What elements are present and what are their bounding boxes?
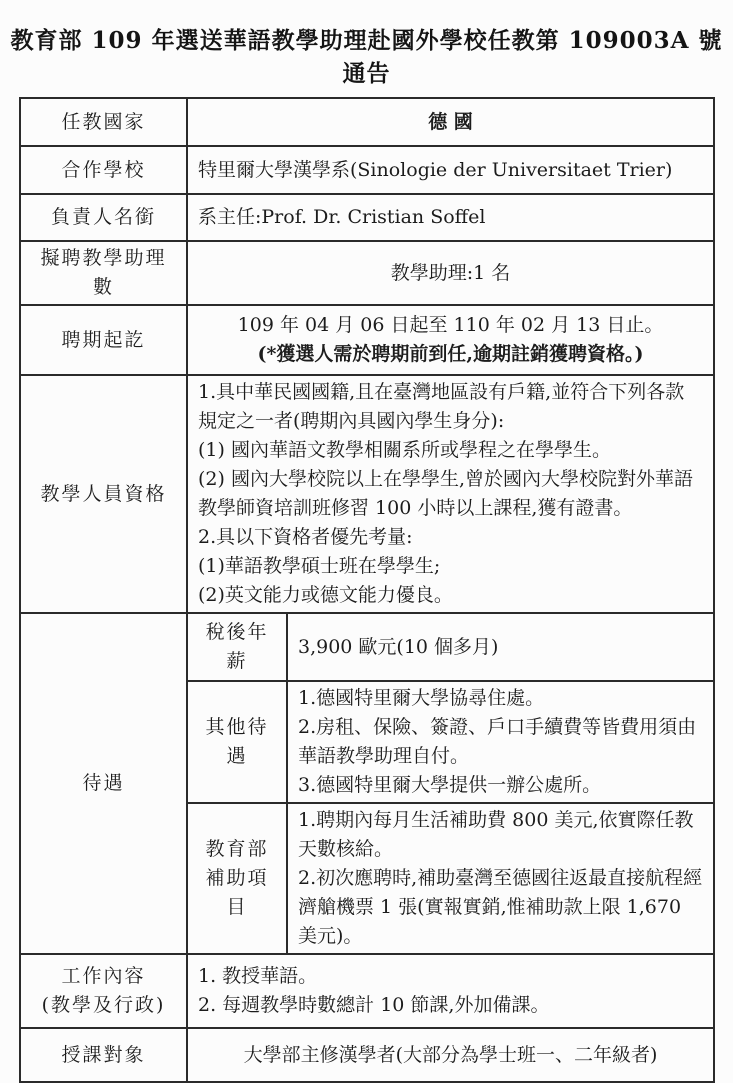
page-title: 教育部 109 年選送華語教學助理赴國外學校任教第 109003A 號通告 — [10, 27, 723, 87]
qualification-item: 2.具以下資格者優先考量: — [198, 526, 413, 548]
qualification-item: (1) 國內華語文教學相關系所或學程之在學學生。 — [198, 439, 611, 461]
moe-subsidy-label — [187, 803, 287, 954]
other-benefit-item: 2.房租、保險、簽證、戶口手續費等皆費用須由華語教學助理自付。 — [298, 716, 697, 767]
employment-period-label: 聘期起訖 — [20, 305, 187, 375]
salary-label: 稅後年薪 — [187, 613, 287, 681]
qualifications-label: 教學人員資格 — [20, 375, 187, 613]
country-label: 任教國家 — [20, 98, 187, 146]
country-value: 德 國 — [187, 98, 714, 146]
duties-value — [187, 954, 714, 1028]
assistant-count-label: 擬聘教學助理數 — [20, 241, 187, 305]
moe-subsidy-label-line2: 補助項目 — [205, 867, 269, 918]
moe-subsidy-item: 1.聘期內每月生活補助費 800 美元,依實際任教天數核給。 — [298, 809, 694, 860]
period-note: (*獲選人需於聘期前到任,逾期註銷獲聘資格。) — [257, 343, 644, 365]
duties-label — [20, 954, 187, 1028]
row-school — [20, 146, 714, 194]
qualifications-value — [187, 375, 714, 613]
row-employment-period — [20, 305, 714, 375]
other-benefit-item: 3.德國特里爾大學提供一辦公處所。 — [298, 774, 602, 796]
assistant-count-value: 教學助理:1 名 — [187, 241, 714, 305]
duties-label-line2: (教學及行政) — [41, 994, 166, 1016]
row-students — [20, 1028, 714, 1082]
row-qualifications — [20, 375, 714, 613]
other-benefits-value — [287, 681, 714, 803]
qualification-item: (2)英文能力或德文能力優良。 — [198, 584, 453, 606]
employment-period-value — [187, 305, 714, 375]
compensation-label: 待遇 — [20, 613, 187, 954]
school-value: 特里爾大學漢學系(Sinologie der Universitaet Trier) — [187, 146, 714, 194]
moe-subsidy-label-line1: 教育部 — [205, 838, 269, 860]
other-benefits-label: 其他待遇 — [187, 681, 287, 803]
period-dates: 109 年 04 月 06 日起至 110 年 02 月 13 日止。 — [237, 314, 664, 336]
qualification-item: 1.具中華民國國籍,且在臺灣地區設有戶籍,並符合下列各款規定之一者(聘期內具國內學生身分): — [198, 381, 685, 432]
qualification-item: (2) 國內大學校院以上在學學生,曾於國內大學校院對外華語教學師資培訓班修習 100 小時以上課程,獲有證書。 — [198, 468, 693, 519]
duties-label-line1: 工作內容 — [61, 965, 146, 987]
salary-value: 3,900 歐元(10 個多月) — [287, 613, 714, 681]
director-label: 負責人名銜 — [20, 194, 187, 241]
row-duties — [20, 954, 714, 1028]
row-salary — [20, 613, 714, 681]
students-value: 大學部主修漢學者(大部分為學士班一、二年級者) — [187, 1028, 714, 1082]
announcement-table — [19, 97, 715, 1083]
other-benefit-item: 1.德國特里爾大學協尋住處。 — [298, 687, 545, 709]
row-assistant-count — [20, 241, 714, 305]
director-value: 系主任:Prof. Dr. Cristian Soffel — [187, 194, 714, 241]
school-label: 合作學校 — [20, 146, 187, 194]
duty-item: 1. 教授華語。 — [198, 965, 318, 987]
students-label: 授課對象 — [20, 1028, 187, 1082]
row-country — [20, 98, 714, 146]
moe-subsidy-item: 2.初次應聘時,補助臺灣至德國往返最直接航程經濟艙機票 1 張(實報實銷,惟補助款上限 1,670 美元)。 — [298, 867, 703, 947]
qualification-item: (1)華語教學碩士班在學學生; — [198, 555, 441, 577]
moe-subsidy-value — [287, 803, 714, 954]
row-director — [20, 194, 714, 241]
duty-item: 2. 每週教學時數總計 10 節課,外加備課。 — [198, 994, 550, 1016]
